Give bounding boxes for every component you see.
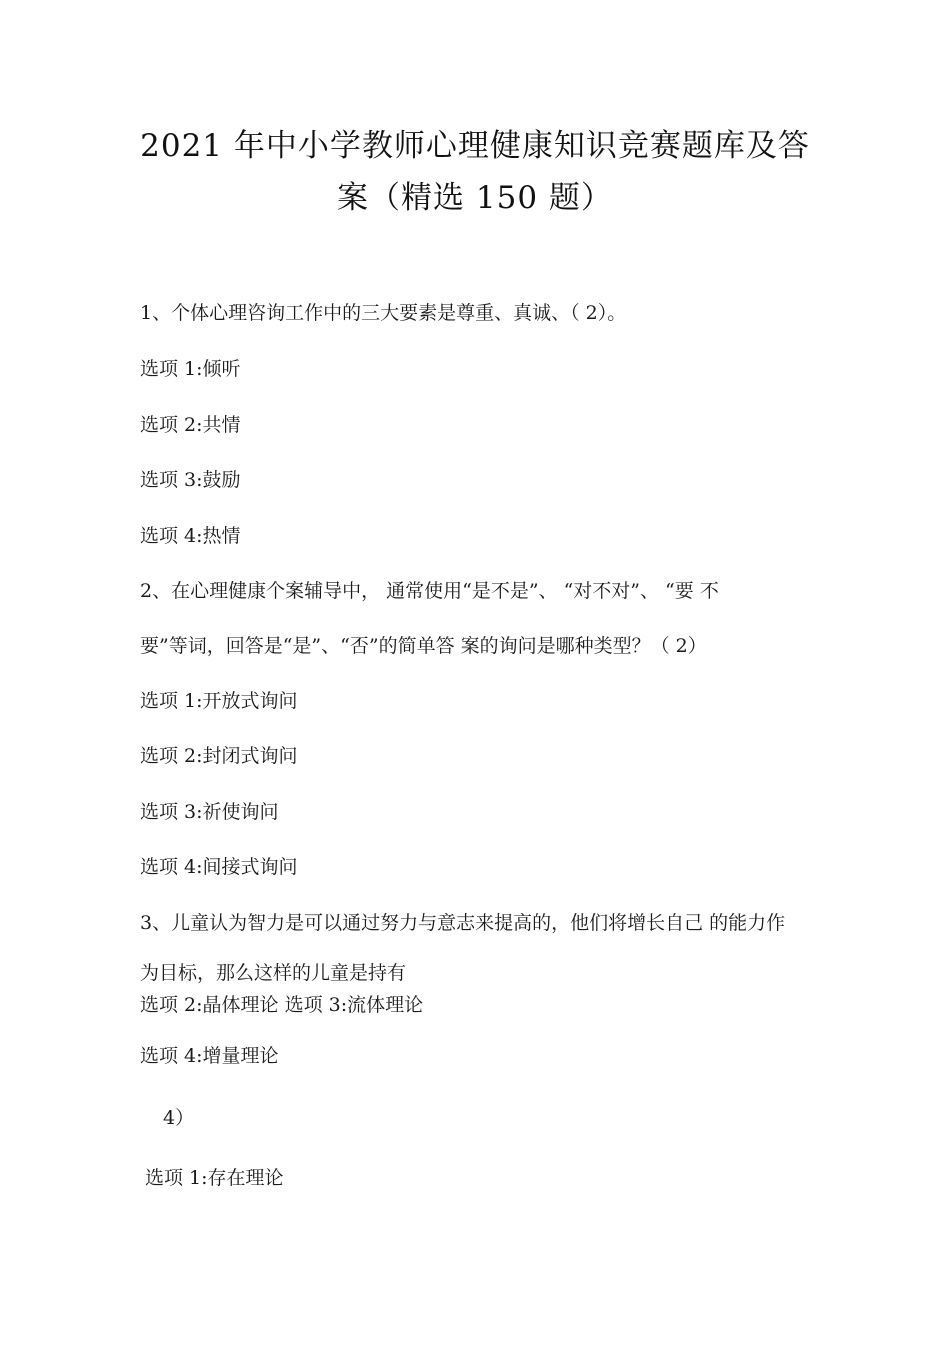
- question-2-stem-line-1: 2、在心理健康个案辅导中， 通常使用“是不是”、 “对不对”、 “要 不: [140, 580, 719, 602]
- question-1-stem: 1、个体心理咨询工作中的三大要素是尊重、真诚、（ 2）。: [140, 302, 627, 324]
- document-title-line-2: 案（精选 150 题）: [337, 180, 613, 216]
- question-2-option-3: 选项 3:祈使询问: [140, 801, 279, 823]
- question-3-stem-line-2: 为目标，那么这样的儿童是持有: [140, 962, 407, 984]
- question-1-option-1: 选项 1:倾听: [140, 358, 241, 380]
- question-1-option-4: 选项 4:热情: [140, 525, 241, 547]
- question-2-option-4: 选项 4:间接式询问: [140, 856, 298, 878]
- question-2-option-1: 选项 1:开放式询问: [140, 690, 298, 712]
- question-2-stem-line-2: 要”等词，回答是“是”、“否”的简单答 案的询问是哪种类型？（ 2）: [140, 635, 707, 657]
- question-3-option-1: 选项 1:存在理论: [145, 1167, 284, 1189]
- question-1-option-2: 选项 2:共情: [140, 414, 241, 436]
- question-1-option-3: 选项 3:鼓励: [140, 469, 241, 491]
- question-3-options-row: 选项 2:晶体理论 选项 3:流体理论: [140, 994, 424, 1016]
- question-3-answer-fragment: 4）: [163, 1107, 195, 1129]
- question-3-option-4: 选项 4:增量理论: [140, 1045, 279, 1067]
- document-title-line-1: 2021 年中小学教师心理健康知识竞赛题库及答: [140, 128, 810, 164]
- question-3-stem-line-1: 3、儿童认为智力是可以通过努力与意志来提高的，他们将增长自己 的能力作: [140, 912, 786, 934]
- question-2-option-2: 选项 2:封闭式询问: [140, 745, 298, 767]
